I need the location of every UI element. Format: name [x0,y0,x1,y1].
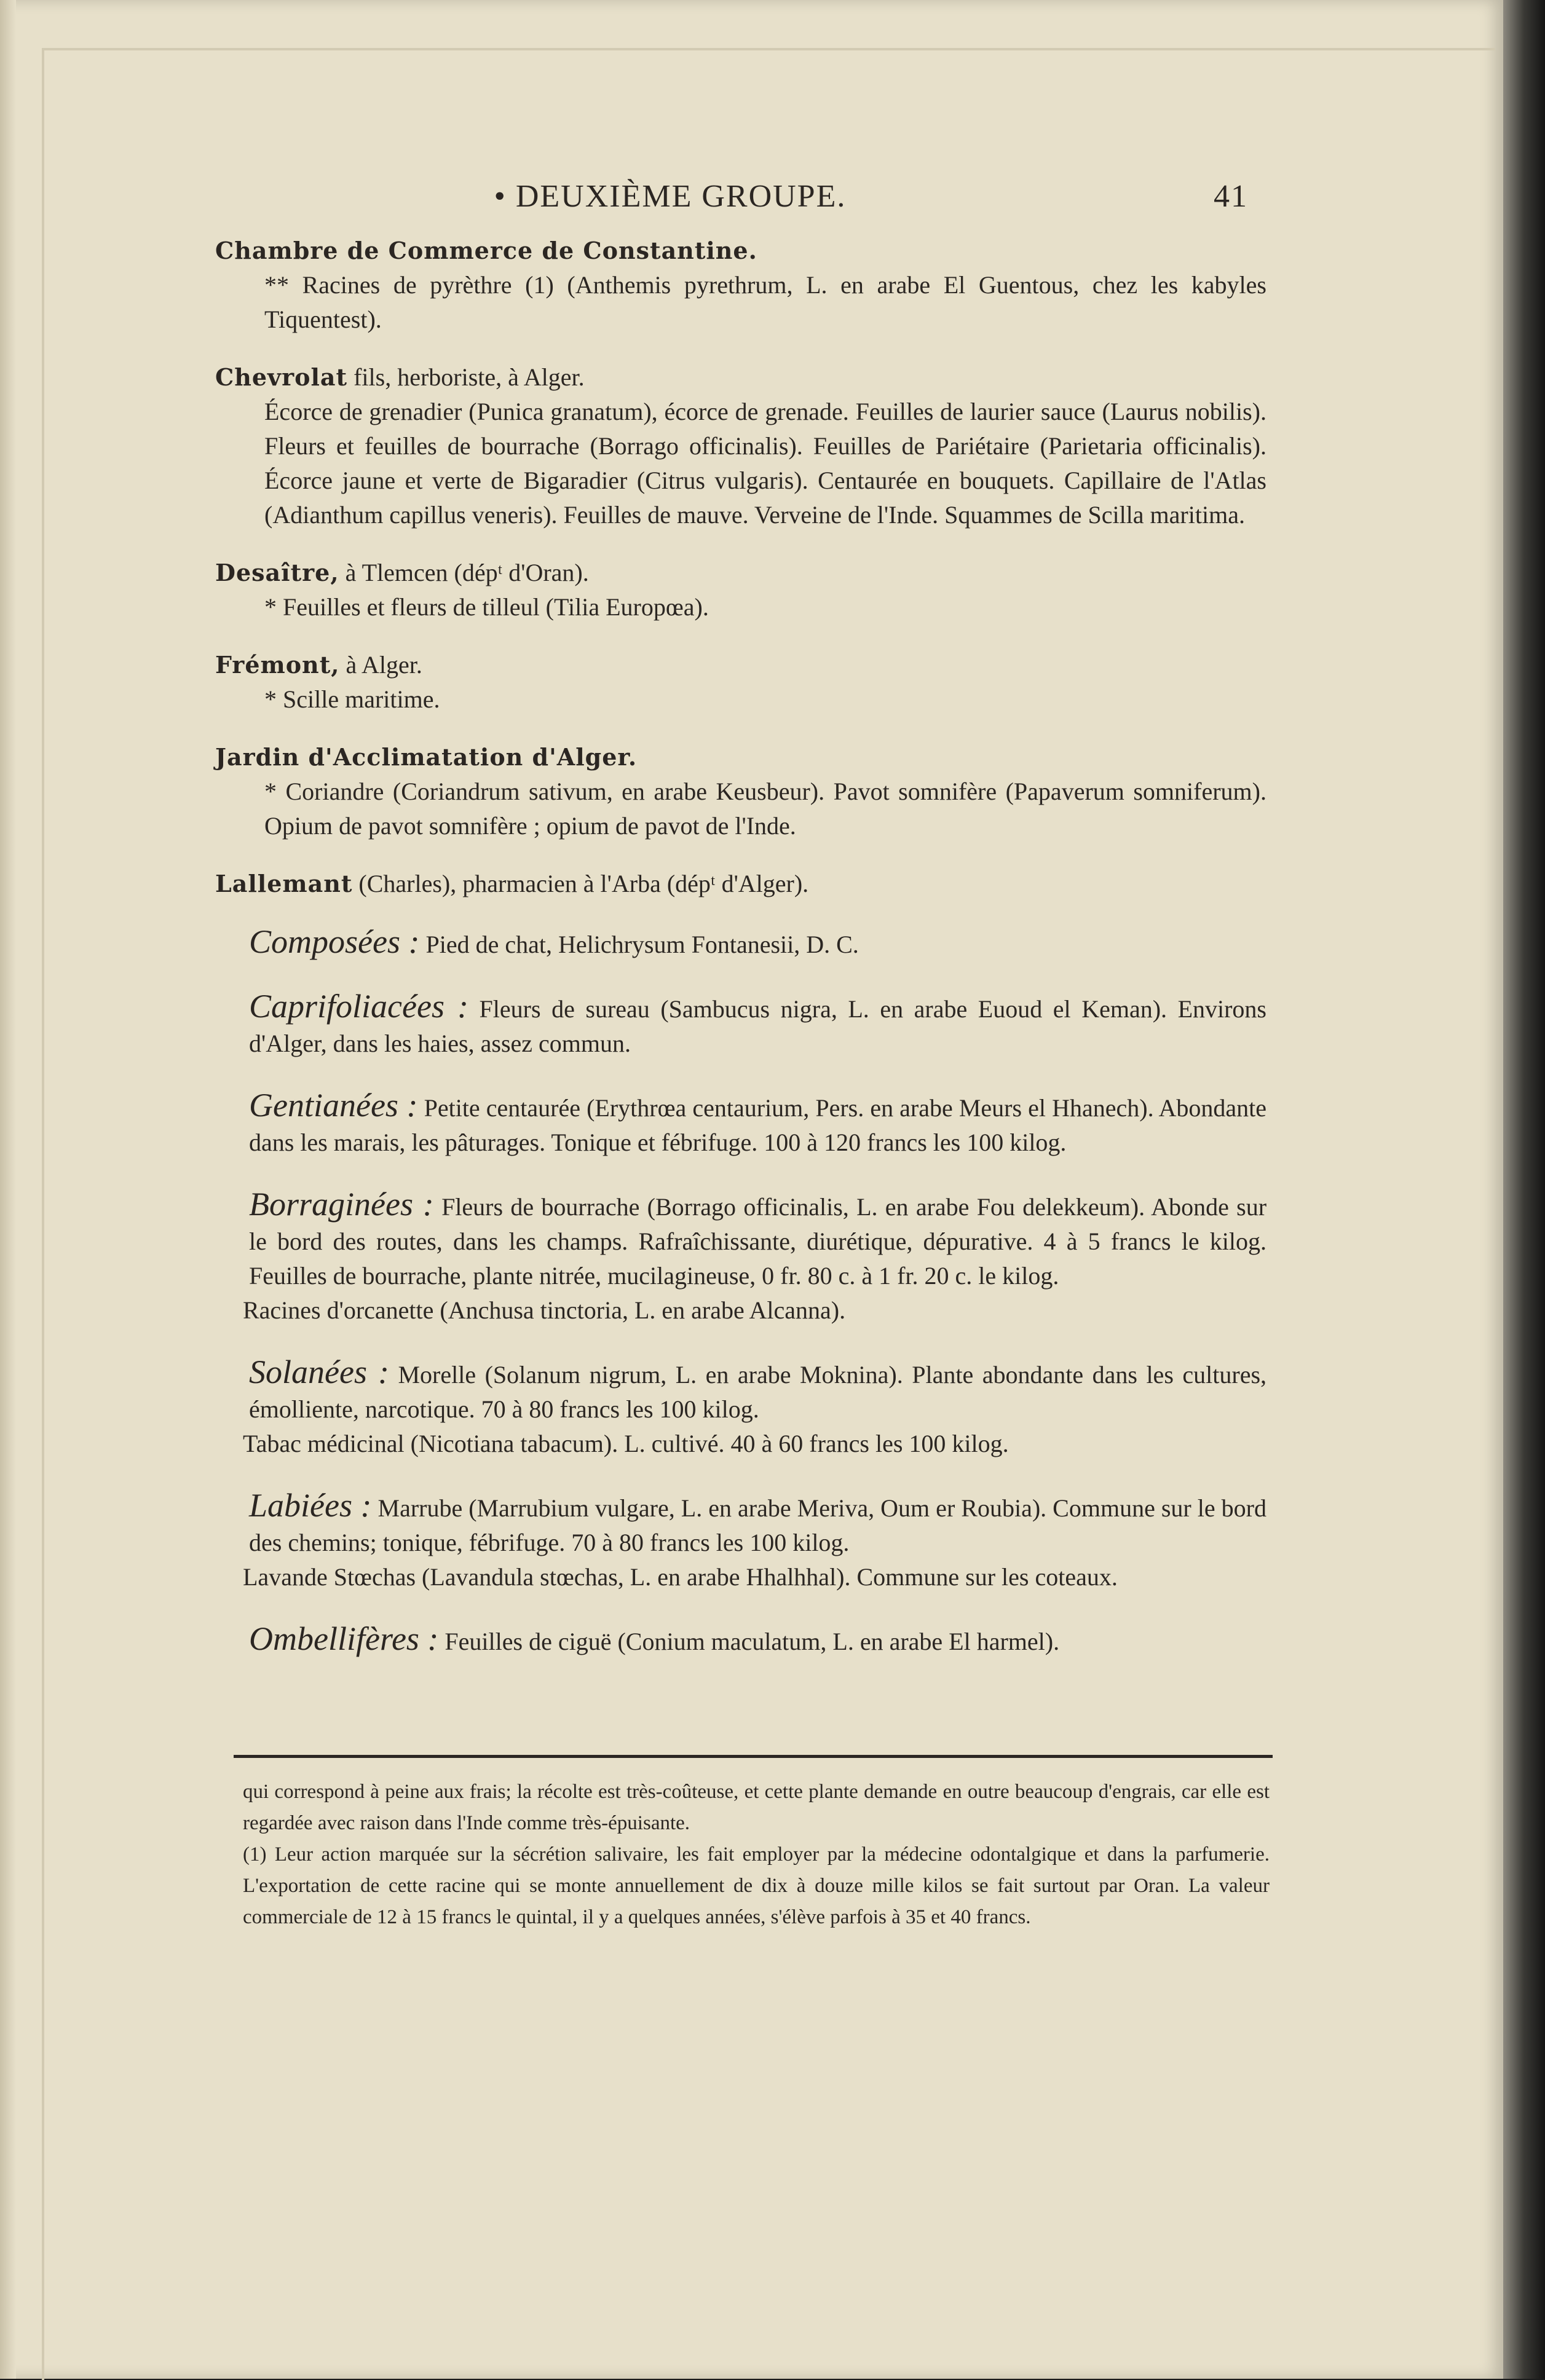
plant-family-title: Caprifoliacées : [249,988,468,1025]
exhibitor-entry [215,740,1266,843]
page-number: 41 [1214,179,1248,214]
plant-family-title: Solanées : [249,1354,389,1390]
plant-family [215,1088,1266,1160]
exhibitor-entry [215,360,1266,532]
plant-family-paragraph [215,1187,1266,1293]
plant-family-description: Feuilles de ciguë (Conium maculatum, L. en arabe El harmel). [438,1628,1060,1655]
plant-family [215,1488,1266,1594]
exhibitor-heading [215,556,1266,590]
plant-family-title: Composées : [249,923,420,960]
running-title: • DEUXIÈME GROUPE. [494,179,847,214]
plant-family [215,1187,1266,1328]
main-text [215,234,1266,1686]
plant-family-extra: Tabac médicinal (Nicotiana tabacum). L. cultivé. 40 à 60 francs les 100 kilog. [243,1430,1009,1457]
book-edge [1503,0,1545,2379]
plant-family-title: Labiées : [249,1487,372,1524]
footnote-rule [234,1755,1273,1758]
plant-family [215,924,1266,962]
plant-family-description: Morelle (Solanum nigrum, L. en arabe Moknina). Plante abondante dans les cultures, émolliente, narcotique. 70 à 80 francs les 100 kilog. [249,1361,1267,1423]
plant-family [215,1621,1266,1659]
plant-family-paragraph [215,924,1266,962]
plant-family-paragraph [215,1088,1266,1160]
exhibitor-products: * Scille maritime. [264,685,440,713]
exhibitor-entry [215,234,1266,337]
exhibitor-entry [215,556,1266,625]
footnotes [243,1776,1270,1933]
exhibitor-products: Écorce de grenadier (Punica granatum), écorce de grenade. Feuilles de laurier sauce (Laurus nobilis). Fleurs et feuilles de bourrache (Borrago officinalis). Feuilles de Pariétaire (Parietaria officinalis). Écorce jaune et verte de Bigaradier (Citrus vulgaris). Centaurée en bouquets. Capillaire de l'Atlas (Adianthum capillus veneris). Feuilles de mauve. Verveine de l'Inde. Squammes de Scilla maritima. [264,398,1266,529]
exhibitor-heading [215,648,1266,682]
exhibitor-name: Lallemant [215,870,353,897]
plant-family-description: Fleurs de bourrache (Borrago officinalis, L. en arabe Fou delekkeum). Abonde sur le bord des routes, dans les champs. Rafraîchissante, diurétique, dépurative. 4 à 5 francs le kilog. Feuilles de bourrache, plante nitrée, mucilagineuse, 0 fr. 80 c. à 1 fr. 20 c. le kilog. [249,1193,1267,1290]
exhibitor-location: à Alger. [339,651,422,679]
plant-family-description: Pied de chat, Helichrysum Fontanesii, D. C. [419,931,859,958]
footnote-continuation: qui correspond à peine aux frais; la récolte est très-coûteuse, et cette plante demande en outre beaucoup d'engrais, car elle est regardée avec raison dans l'Inde comme très-épuisante. [243,1781,1270,1834]
exhibitor-products: ** Racines de pyrèthre (1) (Anthemis pyrethrum, L. en arabe El Guentous, chez les kabyles Tiquentest). [264,271,1266,333]
exhibitor-name: Chambre de Commerce de Constantine. [215,237,757,264]
plant-family-description: Marrube (Marrubium vulgare, L. en arabe Meriva, Oum er Roubia). Commune sur le bord des chemins; tonique, fébrifuge. 70 à 80 francs les 100 kilog. [249,1494,1266,1556]
exhibitor-heading [215,234,1266,268]
exhibitor-heading [215,360,1266,395]
exhibitor-products: * Feuilles et fleurs de tilleul (Tilia Europœa). [264,593,709,621]
exhibitor-heading [215,867,1266,901]
page-gutter [0,0,16,2379]
plant-family-paragraph [215,989,1266,1061]
exhibitor-location: fils, herboriste, à Alger. [347,363,585,391]
exhibitor-entry [215,867,1266,901]
exhibitor-name: Chevrolat [215,363,348,391]
plant-family-description: Fleurs de sureau (Sambucus nigra, L. en arabe Euoud el Keman). Environs d'Alger, dans les haies, assez commun. [249,995,1266,1057]
exhibitor-name: Jardin d'Acclimatation d'Alger. [215,743,638,771]
plant-family-description: Petite centaurée (Erythrœa centaurium, Pers. en arabe Meurs el Hhanech). Abondante dans les marais, les pâturages. Tonique et fébrifuge. 100 à 120 francs les 100 kilog. [249,1094,1266,1156]
exhibitor-name: Frémont, [215,651,340,679]
plant-family-paragraph [215,1355,1266,1427]
footnote-1: (1) Leur action marquée sur la sécrétion salivaire, les fait employer par la médecine odontalgique et dans la parfumerie. L'exportation de cette racine qui se monte annuellement de dix à douze mille kilos se fait surtout par Oran. La valeur commerciale de 12 à 15 francs le quintal, il y a quelques années, s'élève parfois à 35 et 40 francs. [243,1843,1270,1928]
running-header [92,178,1248,221]
plant-family-list [215,924,1266,1659]
exhibitor-location: à Tlemcen (dépᵗ d'Oran). [339,559,589,586]
exhibitor-name: Desaître, [215,559,339,586]
exhibitor-list [215,234,1266,901]
exhibitor-entry [215,648,1266,717]
plant-family-paragraph [215,1621,1266,1659]
plant-family-title: Borraginées : [249,1186,434,1223]
plant-family [215,989,1266,1061]
plant-family-title: Gentianées : [249,1087,418,1124]
plant-family [215,1355,1266,1461]
exhibitor-products: * Coriandre (Coriandrum sativum, en arabe Keusbeur). Pavot somnifère (Papaverum somniferum). Opium de pavot somnifère ; opium de pavot de l'Inde. [264,778,1266,840]
plant-family-extra: Racines d'orcanette (Anchusa tinctoria, L. en arabe Alcanna). [243,1296,846,1324]
exhibitor-location: (Charles), pharmacien à l'Arba (dépᵗ d'Alger). [352,870,809,897]
plant-family-extra: Lavande Stœchas (Lavandula stœchas, L. en arabe Hhalhhal). Commune sur les coteaux. [243,1563,1118,1591]
plant-family-paragraph [215,1488,1266,1560]
plant-family-title: Ombellifères : [249,1620,439,1657]
exhibitor-heading [215,740,1266,774]
